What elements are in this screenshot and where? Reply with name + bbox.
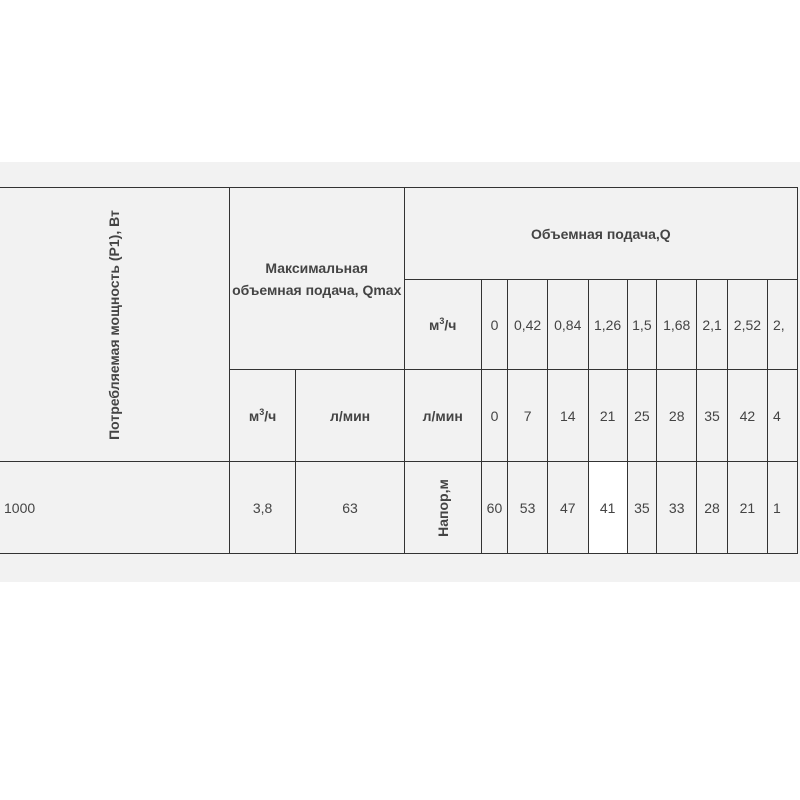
head-label: Напор,м: [434, 478, 451, 537]
flow-m3h-cell: 1,26: [588, 280, 627, 370]
flow-header: Объемная подача,Q: [404, 188, 797, 280]
flow-m3h-cell: 1,5: [627, 280, 657, 370]
flow-lmin-cell: 14: [547, 370, 588, 462]
flow-lmin-cell: 28: [657, 370, 697, 462]
flow-m3h-cell: 2,1: [697, 280, 728, 370]
qmax-unit-lmin: л/мин: [296, 370, 404, 462]
power-header-cell: [0, 188, 229, 462]
flow-lmin-cell: 7: [508, 370, 548, 462]
flow-m3h-cell: 0,84: [547, 280, 588, 370]
flow-m3h-cell: 0,42: [508, 280, 548, 370]
flow-m3h-cell: 2,52: [727, 280, 767, 370]
pump-performance-table: [0, 187, 798, 554]
flow-lmin-cell: 25: [627, 370, 657, 462]
flow-lmin-cell: 35: [697, 370, 728, 462]
head-cell: 33: [657, 462, 697, 554]
qmax-unit-m3h: $м^3/ч$: [229, 370, 296, 462]
flow-m3h-cell: 0: [481, 280, 508, 370]
flow-unit-lmin: л/мин: [404, 370, 481, 462]
head-label-cell: [404, 462, 481, 554]
power-header: Потребляемая мощность (P1), Вт: [105, 209, 122, 440]
head-cell: 35: [627, 462, 657, 554]
flow-lmin-cell: 0: [481, 370, 508, 462]
flow-lmin-cell: 21: [588, 370, 627, 462]
head-cell: 47: [547, 462, 588, 554]
head-cell: 41: [588, 462, 627, 554]
flow-unit-m3h: $м^3/ч$: [404, 280, 481, 370]
head-cell: 53: [508, 462, 548, 554]
head-cell: 60: [481, 462, 508, 554]
flow-m3h-cell: 2,: [768, 280, 798, 370]
qmax-lmin-value: 63: [296, 462, 404, 554]
head-cell: 1: [768, 462, 798, 554]
head-cell: 28: [697, 462, 728, 554]
head-cell: 21: [727, 462, 767, 554]
flow-m3h-cell: 1,68: [657, 280, 697, 370]
flow-lmin-cell: 4: [768, 370, 798, 462]
qmax-header: Максимальная объемная подача, Qmax: [229, 188, 404, 370]
flow-lmin-cell: 42: [727, 370, 767, 462]
qmax-m3h-value: 3,8: [229, 462, 296, 554]
power-value: 1000: [0, 462, 229, 554]
